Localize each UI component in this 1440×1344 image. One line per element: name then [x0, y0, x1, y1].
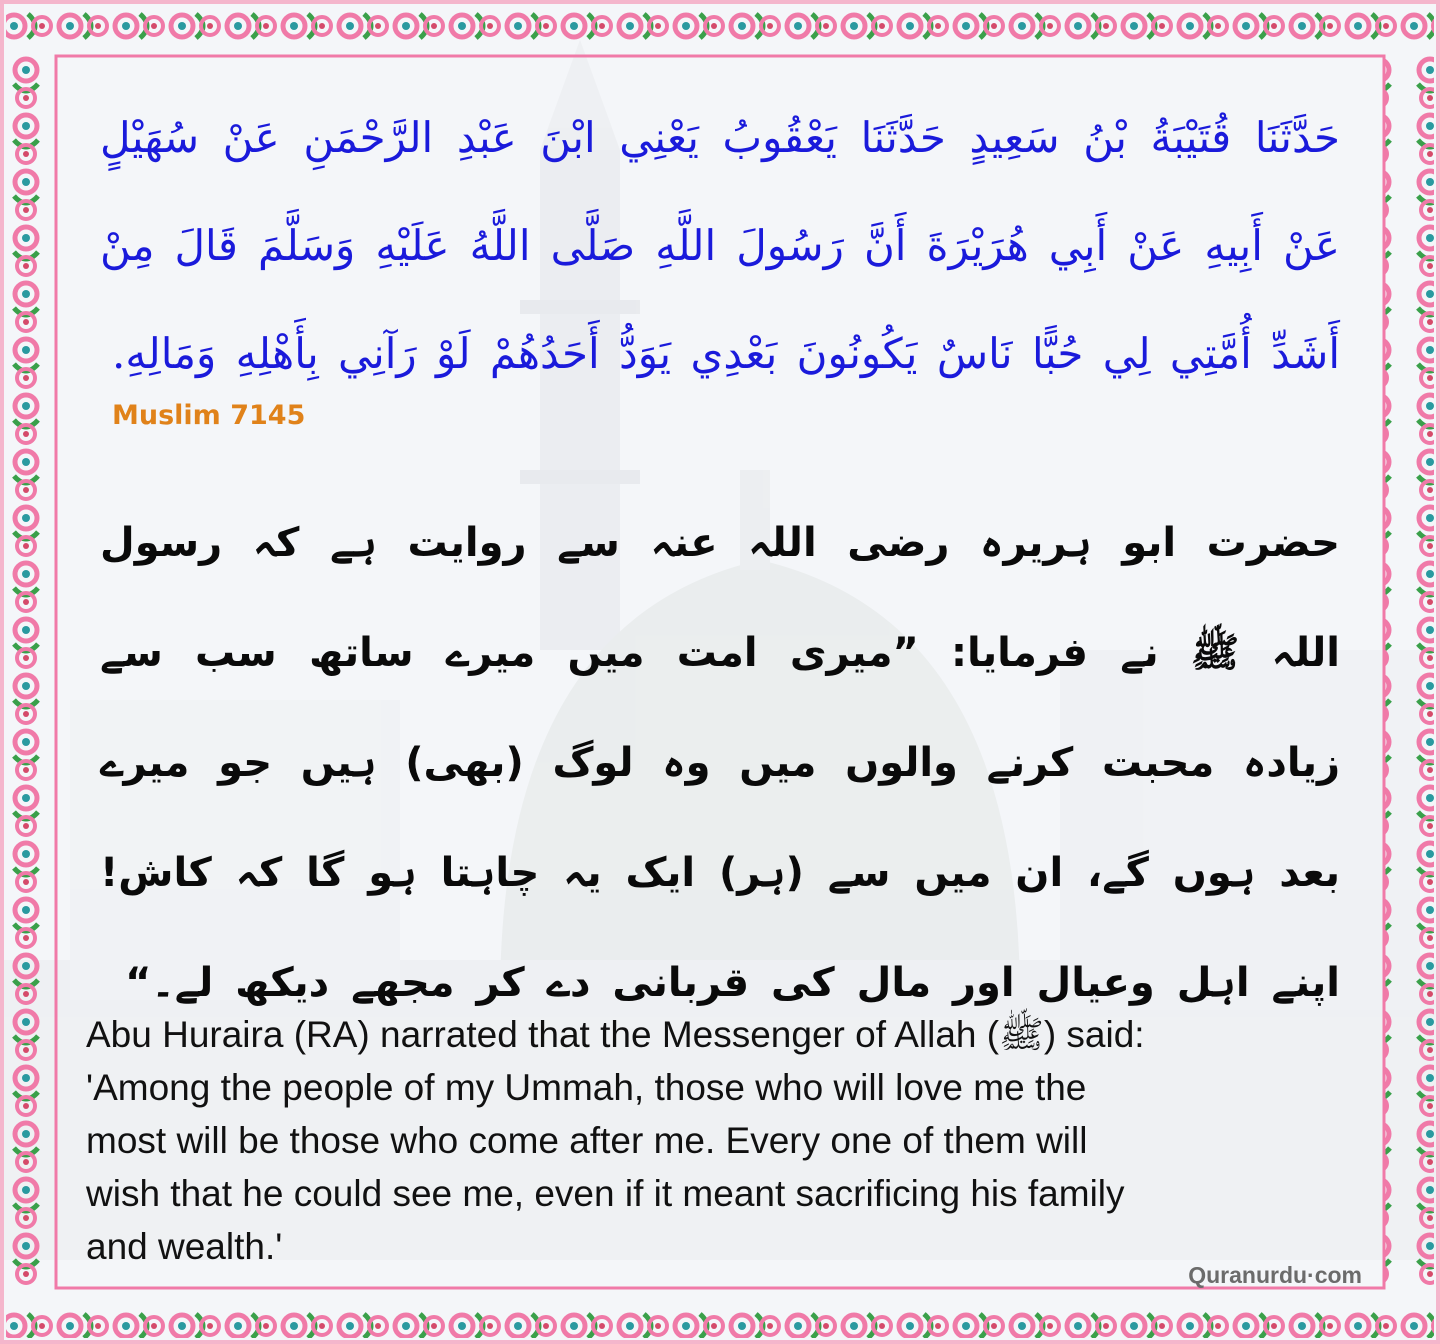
english-line: Abu Huraira (RA) narrated that the Messenger of Allah (ﷺ) said: [86, 1014, 1145, 1055]
english-translation [86, 1008, 1354, 1273]
hadith-reference: Muslim 7145 [112, 400, 306, 431]
arabic-text: حَدَّثَنَا قُتَيْبَةُ بْنُ سَعِيدٍ حَدَّثَنَا يَعْقُوبُ يَعْنِي ابْنَ عَبْدِ الرَّحْمَنِ عَنْ سُهَيْلٍ عَنْ أَبِيهِ عَنْ أَبِي هُرَيْرَةَ أَنَّ رَسُولَ اللَّهِ صَلَّى اللَّهُ عَلَيْهِ وَسَلَّمَ قَالَ مِنْ أَشَدِّ أُمَّتِي لِي حُبًّا نَاسٌ يَكُونُونَ بَعْدِي يَوَدُّ أَحَدُهُمْ لَوْ رَآنِي بِأَهْلِهِ وَمَالِهِ. [100, 113, 1340, 378]
urdu-translation: حضرت ابو ہریرہ رضی اللہ عنہ سے روایت ہے کہ رسول اللہ ﷺ نے فرمایا: ”میری امت میں میرے ساتھ سب سے زیادہ محبت کرنے والوں میں وہ لوگ (بھی) ہیں جو میرے بعد ہوں گے، ان میں سے (ہر) ایک یہ چاہتا ہو گا کہ کاش! اپنے اہل وعیال اور مال کی قربانی دے کر مجھے دیکھ لے۔“ [100, 520, 1340, 1006]
site-watermark: Quranurdu·com [1188, 1262, 1362, 1288]
english-line: 'Among the people of my Ummah, those who will love me the [86, 1067, 1087, 1108]
content-area [60, 60, 1380, 1288]
english-line: most will be those who come after me. Every one of them will [86, 1120, 1088, 1161]
english-line: wish that he could see me, even if it meant sacrificing his family [86, 1173, 1125, 1214]
english-line: and wealth.' [86, 1226, 283, 1267]
